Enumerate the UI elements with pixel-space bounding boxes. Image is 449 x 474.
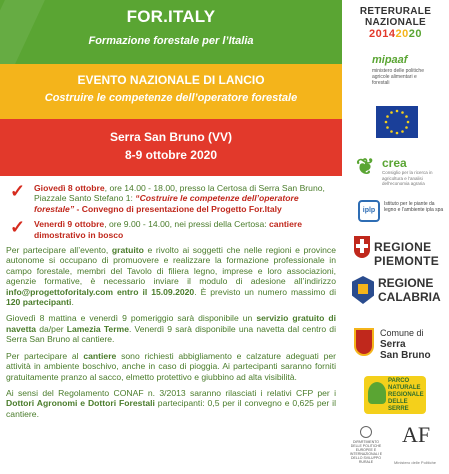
iplp-logo: iplp Istituto per le piante da legno e l’ambiente ipla spa [342, 196, 449, 230]
rete-years: 20142020 [369, 28, 422, 40]
shuttle-paragraph: Giovedì 8 mattina e venerdì 9 pomeriggio sarà disponibile un servizio gratuito di navetta da/per Lamezia Terme. Venerdì 9 sarà disponibile una navetta dal centro di Serra San Bruno al cantiere. [6, 313, 336, 345]
program-title: FOR.ITALY [126, 7, 216, 26]
credits-paragraph: Ai sensi del Regolamento CONAF n. 3/2013 saranno rilasciati i relativi CFP per i Dottori Agronomi e Dottori Forestali partecipanti: 0,5 per il convegno e 0,625 per il cantiere. [6, 387, 336, 419]
event-day-1: ✓ Giovedì 8 ottobre, ore 14.00 - 18.00, presso la Certosa di Serra San Bruno, Piazzale Santo Stefano 1: “Costruire le competenze dell’operatore forestale” - Convegno di presentazione del Progetto For.Italy [10, 181, 325, 214]
decorative-stripe [0, 0, 45, 64]
event-day-2: ✓ Venerdì 9 ottobre, ore 9.00 - 14.00, nei pressi della Certosa: cantiere dimostrativo in bosco [10, 217, 302, 240]
event-location: Serra San Bruno (VV) [109, 130, 233, 144]
serra-shield-icon [354, 328, 374, 356]
registration-paragraph: Per partecipare all’evento, gratuito e rivolto ai soggetti che nelle regioni e province autonome si occupano di promuovere e realizzare la formazione professionale in campo forestale, membri del Tavolo di filiera legno, imprese e loro associazioni, agenzie formative, è necessario inviare il modulo di adesione all’indirizzo info@progettoforitaly.com entro il 15.09.2020. È previsto un numero massimo di 120 partecipanti. [6, 245, 336, 308]
parco-delle-serre-logo: PARCO NATURALE REGIONALE DELLE SERRE [342, 372, 449, 418]
eu-flag-logo [342, 104, 449, 144]
partner-logos-column [342, 0, 449, 474]
event-dates: 8-9 ottobre 2020 [124, 148, 218, 162]
calabria-shield-icon [352, 276, 374, 304]
site-requirements-paragraph: Per partecipare al cantiere sono richiesti abbigliamento e calzature adeguati per attività in ambiente boschivo, anche in caso di pioggia. Ai partecipanti saranno forniti gratuitamente pranzo al sacco, elmetto protettivo e giubbino ad alta visibilità. [6, 350, 336, 382]
parco-tree-icon [368, 382, 386, 404]
event-details [0, 176, 342, 425]
launch-subtitle: Costruire le competenze dell’operatore forestale [44, 92, 298, 104]
rete-rurale-logo: RETERURALE NAZIONALE 20142020 [342, 6, 449, 48]
republic-emblem-icon [360, 426, 372, 438]
comune-serra-san-bruno-logo: Comune di Serra San Bruno [342, 322, 449, 370]
crea-logo: ❦ crea Consiglio per la ricerca in agricoltura e l’analisi dell’economia agraria [356, 154, 433, 186]
header-band [0, 0, 342, 64]
launch-band [0, 64, 342, 119]
checkmark-icon: ✓ [10, 181, 26, 201]
eu-flag-icon [376, 106, 418, 138]
regione-calabria-logo: REGIONE CALABRIA [342, 270, 449, 318]
checkmark-icon: ✓ [10, 217, 26, 238]
program-subtitle: Formazione forestale per l’Italia [88, 35, 254, 47]
launch-title: EVENTO NAZIONALE DI LANCIO [77, 73, 265, 87]
ministry-logo: DIPARTIMENTO DELLE POLITICHE EUROPEE E INTERNAZIONALI E DELLO SVILUPPO RURALE AF Ministero delle Politiche [349, 422, 437, 465]
piemonte-shield-icon [354, 236, 370, 258]
regione-piemonte-logo: REGIONE PIEMONTE [342, 232, 449, 268]
place-band [0, 119, 342, 176]
registration-email-link[interactable]: info@progettoforitaly.com entro il 15.09.2020 [6, 286, 195, 297]
mipaaf-logo: mipaaf ministero delle politiche agricole alimentari e forestali [372, 54, 424, 86]
crea-leaf-icon: ❦ [356, 154, 375, 179]
